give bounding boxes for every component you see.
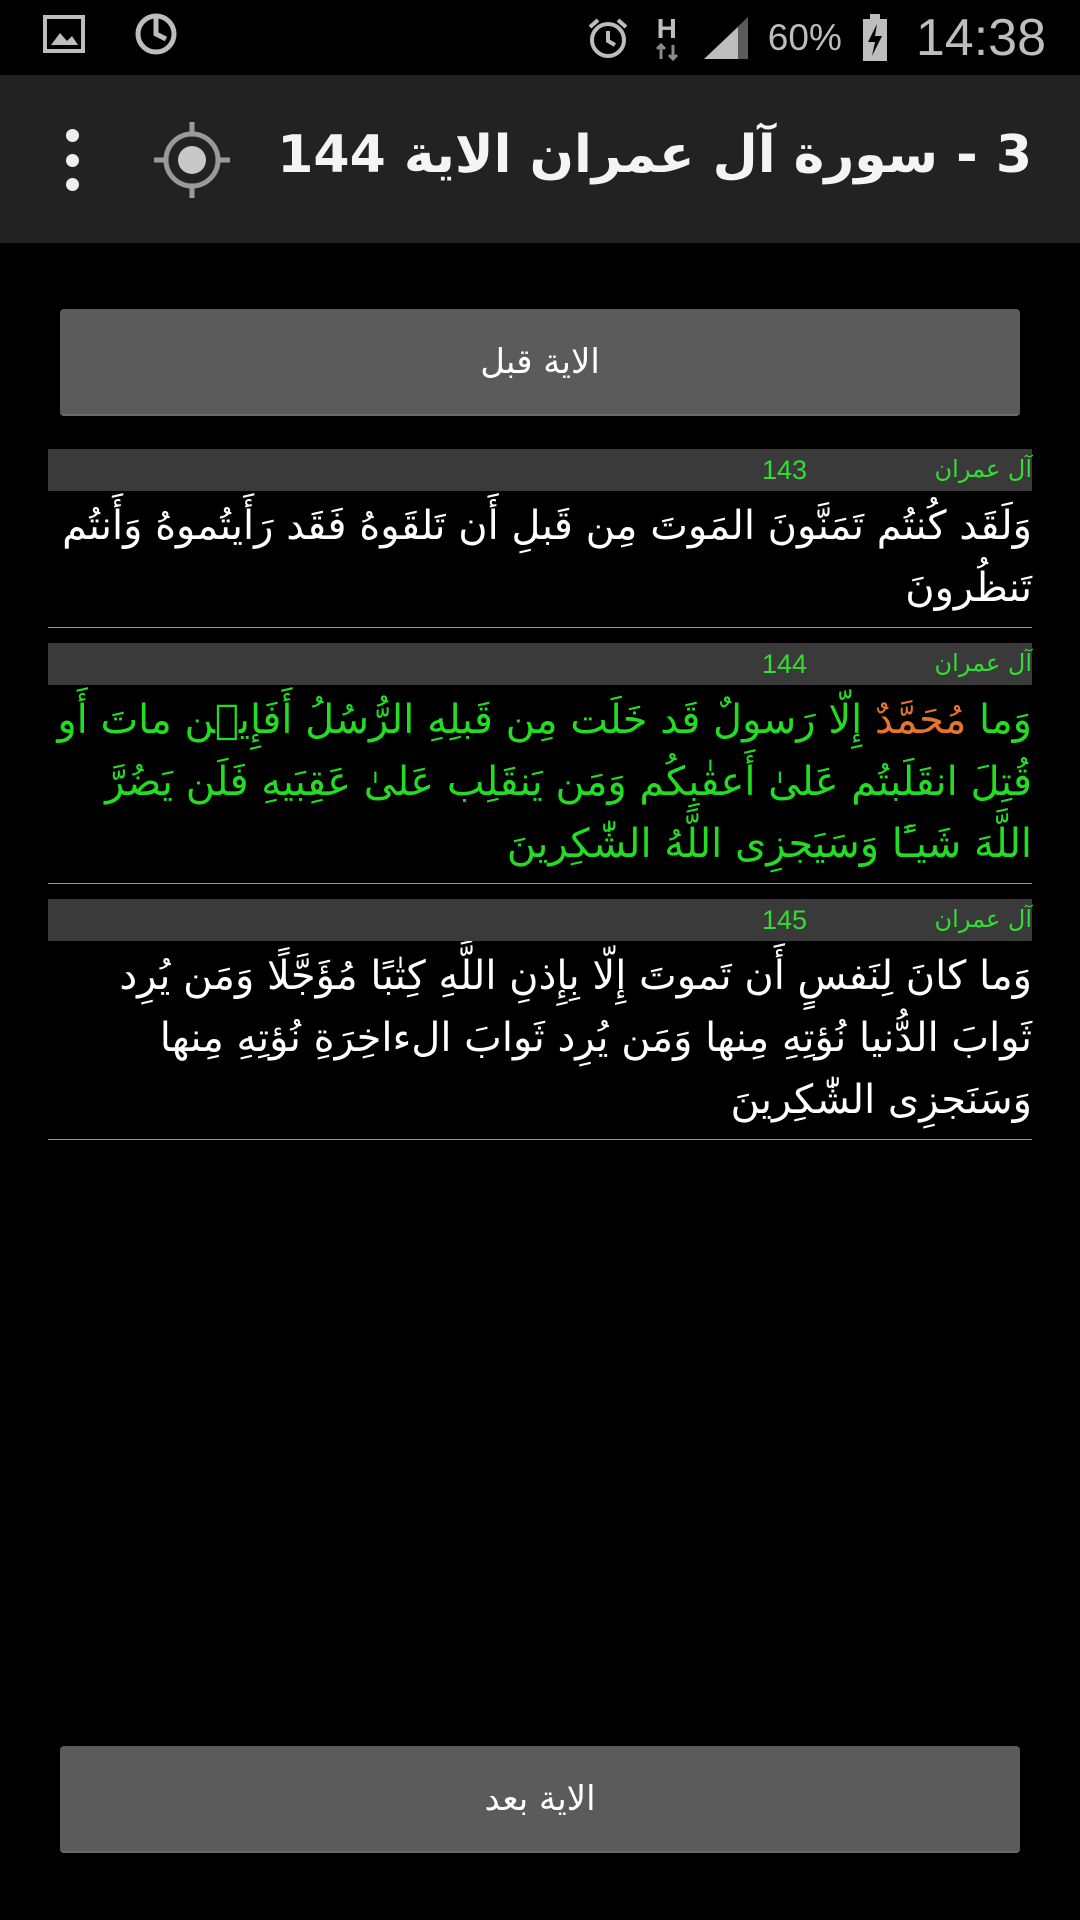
signal-icon (702, 14, 750, 62)
verse-text-start: وَما (966, 697, 1032, 743)
verse-text-rest: إِلّا رَسولٌ قَد خَلَت مِن قَبلِهِ الرُّسُلُ أَفَإِي۟ن ماتَ أَو قُتِلَ انقَلَبتُم عَلىٰ أَعقٰبِكُم وَمَن يَنقَلِب عَلىٰ عَقِبَيهِ فَلَن يَضُرَّ اللَّهَ شَيـًٔا وَسَيَجزِى اللَّهُ الشّٰكِرينَ (57, 697, 1032, 867)
alarm-icon (584, 14, 632, 62)
highlighted-word: مُحَمَّدٌ (874, 697, 967, 743)
next-verse-button[interactable]: الاية بعد (60, 1746, 1020, 1853)
verse-number: 143 (762, 455, 808, 485)
verse-number: 144 (762, 649, 808, 679)
verse-item[interactable] (48, 449, 1032, 628)
verse-surah-name: آل عمران (934, 905, 1032, 933)
verse-item[interactable] (48, 899, 1032, 1140)
action-bar (0, 75, 1080, 243)
battery-percent: 60% (767, 16, 842, 58)
verse-list (48, 449, 1032, 1155)
page-title: 3 - سورة آل عمران الاية 144 (277, 125, 1032, 185)
locate-icon[interactable] (152, 120, 232, 200)
sync-icon (132, 10, 180, 58)
previous-verse-button[interactable]: الاية قبل (60, 309, 1020, 416)
verse-header (48, 899, 1032, 941)
clock: 14:38 (915, 8, 1046, 67)
verse-header (48, 643, 1032, 685)
network-type-label: H (656, 12, 677, 44)
status-bar (0, 0, 1080, 75)
verse-item-current[interactable] (48, 643, 1032, 884)
gallery-icon (40, 10, 88, 58)
battery-charging-icon (860, 14, 890, 62)
verse-surah-name: آل عمران (934, 455, 1032, 483)
overflow-menu-icon[interactable] (52, 115, 92, 205)
verse-surah-name: آل عمران (934, 649, 1032, 677)
verse-text: وَما كانَ لِنَفسٍ أَن تَموتَ إِلّا بِإِذنِ اللَّهِ كِتٰبًا مُؤَجَّلًا وَمَن يُرِد ثَوابَ الدُّنيا نُؤتِهِ مِنها وَمَن يُرِد ثَوابَ الءاخِرَةِ نُؤتِهِ مِنها وَسَنَجزِى الشّٰكِرينَ (119, 953, 1032, 1123)
verse-text-current (48, 685, 1032, 883)
verse-text: وَلَقَد كُنتُم تَمَنَّونَ المَوتَ مِن قَبلِ أَن تَلقَوهُ فَقَد رَأَيتُموهُ وَأَنتُم تَنظُرونَ (62, 503, 1032, 611)
hspa-data-icon (650, 14, 684, 62)
verse-header (48, 449, 1032, 491)
verse-number: 145 (762, 905, 808, 935)
